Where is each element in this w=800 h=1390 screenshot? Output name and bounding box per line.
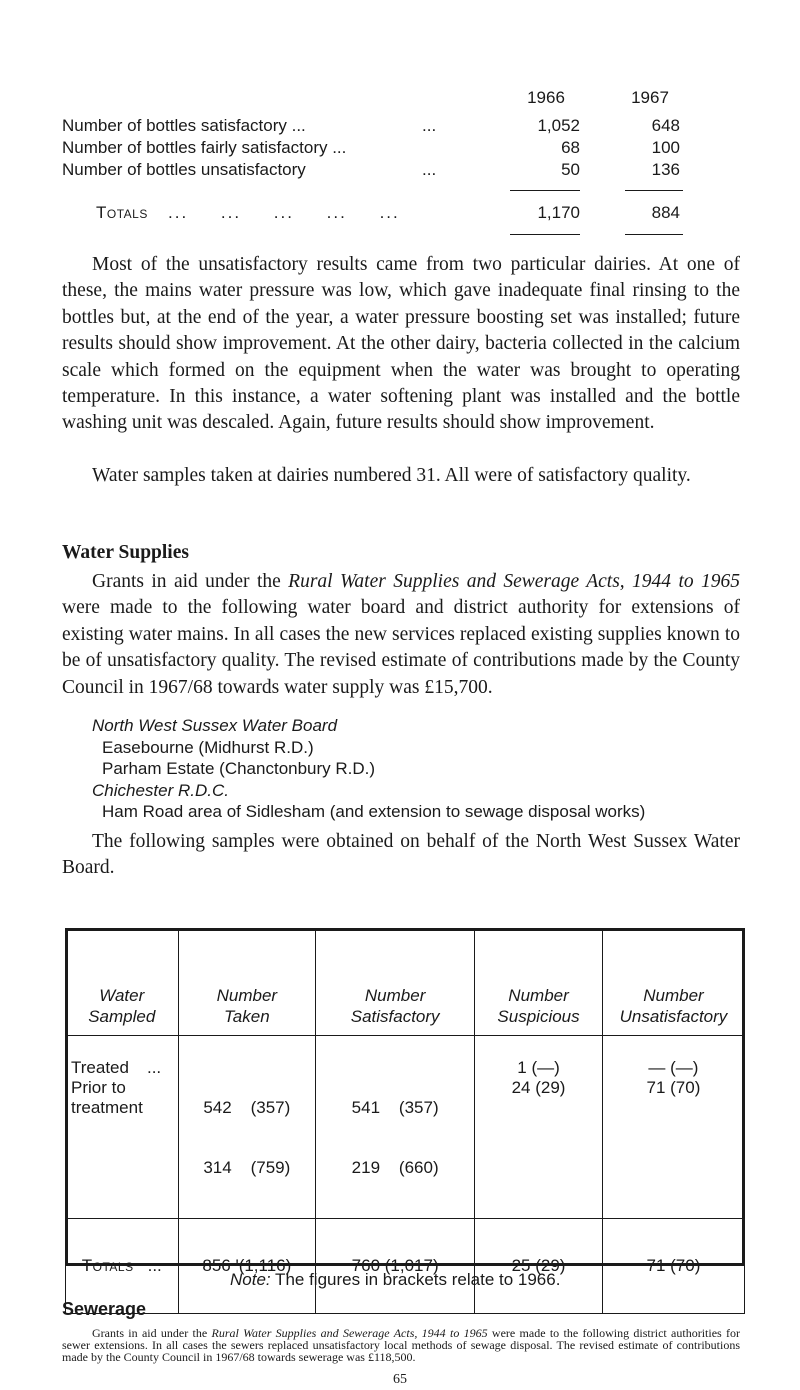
- header-number-suspicious: Number Suspicious: [475, 929, 603, 1036]
- totals-rule-bottom-1966: [510, 234, 580, 235]
- samples-intro-paragraph: The following samples were obtained on behalf of the North West Sussex Water Board.: [62, 831, 740, 879]
- number-satisfactory-cell: 541 (357) 219 (660): [316, 1036, 475, 1219]
- bottle-row-dots: ...: [422, 116, 437, 135]
- bottle-row-label: Number of bottles fairly satisfactory ...: [62, 138, 347, 157]
- bottle-row-1966: 50: [561, 160, 580, 179]
- totals-1967: 884: [651, 203, 680, 222]
- sewerage-paragraph: Grants in aid under the Rural Water Supplies and Sewerage Acts, 1944 to 1965 were made to the following district authorities for sewer extensions. In all cases the sewers replaced unsatisfactory local methods of sewage disposal. The revised estimate of contributions made by the County Council in 1967/68 towards sewerage was £118,500.: [62, 1326, 741, 1364]
- header-number-satisfactory: Number Satisfactory: [316, 929, 475, 1036]
- totals-taken: 856 '(1,116): [178, 1219, 316, 1314]
- bottle-row-label: Number of bottles satisfactory ...: [62, 116, 306, 135]
- samples-table: [65, 928, 745, 1314]
- year-header-1966: 1966: [527, 88, 565, 107]
- list-item: Parham Estate (Chanctonbury R.D.): [102, 759, 376, 778]
- number-unsatisfactory-cell: — (—) 71 (70): [602, 1036, 744, 1219]
- totals-rule-top-1967: [625, 190, 683, 191]
- year-header-1967: 1967: [631, 88, 669, 107]
- list-item: North West Sussex Water Board: [92, 716, 338, 735]
- totals-row-label: Totals ...: [66, 1219, 179, 1314]
- bottle-row-1967: 100: [651, 138, 680, 157]
- bottle-row-label: Number of bottles unsatisfactory: [62, 160, 306, 179]
- number-taken-cell: 542 (357) 314 (759): [178, 1036, 316, 1219]
- totals-1966: 1,170: [537, 203, 580, 222]
- dairies-paragraph: Most of the unsatisfactory results came from two particular dairies. At one of these, the mains water pressure was low, which gave inadequate final rinsing to the bottles but, at the end of the year, a water pressure boosting set was installed; future results should show improvement. At the other dairy, bacteria collected in the calcium scale which formed on the equipment when the water was brought to operating temperature. In this instance, a water softening plant was installed and the bottle washing unit was descaled. Again, future results should show improvement.: [62, 254, 740, 434]
- sewerage-heading: Sewerage: [62, 1299, 147, 1319]
- bottle-row-dots: ...: [422, 160, 437, 179]
- list-item: Chichester R.D.C.: [92, 780, 229, 800]
- number-suspicious-cell: 1 (—) 24 (29): [475, 1036, 603, 1219]
- totals-label: Totals: [96, 203, 148, 222]
- bottle-row-1966: 68: [561, 138, 580, 157]
- water-samples-paragraph: Water samples taken at dairies numbered 31. All were of satisfactory quality.: [92, 465, 691, 486]
- bottle-row-1966: 1,052: [537, 116, 580, 135]
- list-item: Easebourne (Midhurst R.D.): [102, 737, 314, 757]
- totals-suspicious: 25 (29): [475, 1219, 603, 1314]
- bottle-row-1967: 136: [651, 160, 680, 179]
- bottle-row-1967: 648: [651, 116, 680, 135]
- totals-rule-bottom-1967: [625, 234, 683, 235]
- table-note: Note: The figures in brackets relate to 1966.: [230, 1270, 561, 1289]
- totals-unsatisfactory: 71 (70): [602, 1219, 744, 1314]
- water-sampled-cell: Treated ... Prior to treatment: [66, 1036, 179, 1219]
- header-water-sampled: Water Sampled: [66, 929, 179, 1036]
- totals-satisfactory: 760 (1,017): [316, 1219, 475, 1314]
- water-supplies-heading: Water Supplies: [62, 542, 189, 563]
- totals-rule-top-1966: [510, 190, 580, 191]
- header-number-unsatisfactory: Number Unsatisfactory: [602, 929, 744, 1036]
- grant-recipients-list: [92, 715, 752, 823]
- water-supplies-paragraph: Grants in aid under the Rural Water Supplies and Sewerage Acts, 1944 to 1965 were made to the following water board and district authority for extensions of existing water mains. In all cases the new services replaced existing supplies known to be of unsatisfactory quality. The revised estimate of contributions made by the County Council in 1967/68 towards water supply was £15,700.: [62, 571, 741, 698]
- header-number-taken: Number Taken: [178, 929, 316, 1036]
- totals-dots: ... ... ... ... ...: [168, 203, 400, 222]
- page-number: 65: [393, 1372, 407, 1387]
- list-item: Ham Road area of Sidlesham (and extension to sewage disposal works): [102, 802, 646, 821]
